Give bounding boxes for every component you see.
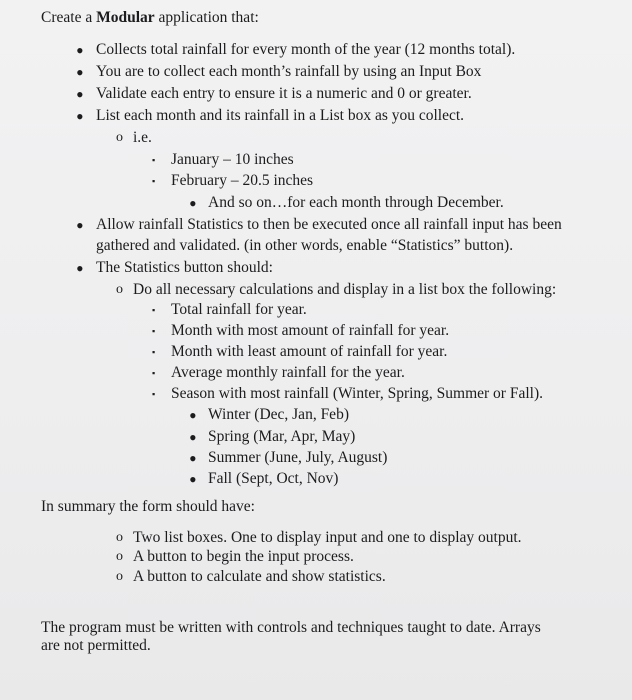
square-bullet-icon: ▪ — [152, 155, 156, 165]
summary-title: In summary the form should have: — [41, 498, 255, 515]
example-item: January – 10 inches — [171, 151, 294, 168]
circle-bullet-icon: o — [116, 530, 123, 545]
square-bullet-icon: ▪ — [152, 176, 156, 186]
circle-bullet-icon: o — [116, 569, 123, 584]
bullet-icon: • — [189, 191, 197, 216]
stats-item: Season with most rainfall (Winter, Spring, Summer or Fall). — [171, 385, 543, 402]
do-all-text: Do all necessary calculations and display in a list box the following: — [133, 281, 557, 298]
allow-line-2: gathered and validated. (in other words, enable “Statistics” button). — [96, 237, 514, 254]
square-bullet-icon: ▪ — [152, 305, 156, 315]
requirement-item: Validate each entry to ensure it is a numeric and 0 or greater. — [96, 85, 472, 102]
bullet-icon: • — [189, 467, 197, 492]
bullet-icon: • — [76, 82, 84, 107]
bullet-icon: • — [189, 403, 197, 428]
summary-item: Two list boxes. One to display input and one to display output. — [133, 529, 522, 546]
bullet-icon: • — [76, 213, 84, 238]
bullet-icon: • — [189, 446, 197, 471]
bullet-icon: • — [76, 104, 84, 129]
season-item: Fall (Sept, Oct, Nov) — [208, 470, 339, 487]
stats-item: Average monthly rainfall for the year. — [171, 364, 405, 381]
stats-button-heading: The Statistics button should: — [96, 259, 273, 276]
stats-item: Month with most amount of rainfall for year. — [171, 322, 450, 339]
bullet-icon: • — [76, 256, 84, 281]
bullet-icon: • — [76, 60, 84, 85]
ie-label: i.e. — [133, 129, 152, 146]
intro-line — [41, 8, 259, 28]
intro-prefix: Create a — [41, 9, 97, 26]
footer-line-1: The program must be written with controls and techniques taught to date. Arrays — [41, 619, 541, 636]
circle-bullet-icon: o — [116, 130, 123, 145]
stats-item: Month with least amount of rainfall for year. — [171, 343, 448, 360]
stats-item: Total rainfall for year. — [171, 301, 307, 318]
allow-line-1: Allow rainfall Statistics to then be executed once all rainfall input has been — [96, 216, 562, 233]
requirement-item: List each month and its rainfall in a List box as you collect. — [96, 107, 465, 124]
square-bullet-icon: ▪ — [152, 389, 156, 399]
circle-bullet-icon: o — [116, 282, 123, 297]
requirement-item: Collects total rainfall for every month of the year (12 months total). — [96, 41, 516, 58]
summary-item: A button to calculate and show statistics. — [133, 568, 386, 585]
bullet-icon: • — [76, 38, 84, 63]
and-so-on-text: And so on…for each month through December. — [208, 194, 504, 211]
season-item: Summer (June, July, August) — [208, 449, 388, 466]
season-item: Spring (Mar, Apr, May) — [208, 428, 356, 445]
square-bullet-icon: ▪ — [152, 368, 156, 378]
square-bullet-icon: ▪ — [152, 347, 156, 357]
intro-bold: Modular — [96, 9, 155, 26]
intro-suffix: application that: — [154, 9, 259, 26]
circle-bullet-icon: o — [116, 549, 123, 564]
season-item: Winter (Dec, Jan, Feb) — [208, 406, 349, 423]
bullet-icon: • — [189, 425, 197, 450]
summary-item: A button to begin the input process. — [133, 548, 354, 565]
footer-line-2: are not permitted. — [41, 637, 151, 654]
square-bullet-icon: ▪ — [152, 326, 156, 336]
requirement-item: You are to collect each month’s rainfall by using an Input Box — [96, 63, 482, 80]
example-item: February – 20.5 inches — [171, 172, 314, 189]
